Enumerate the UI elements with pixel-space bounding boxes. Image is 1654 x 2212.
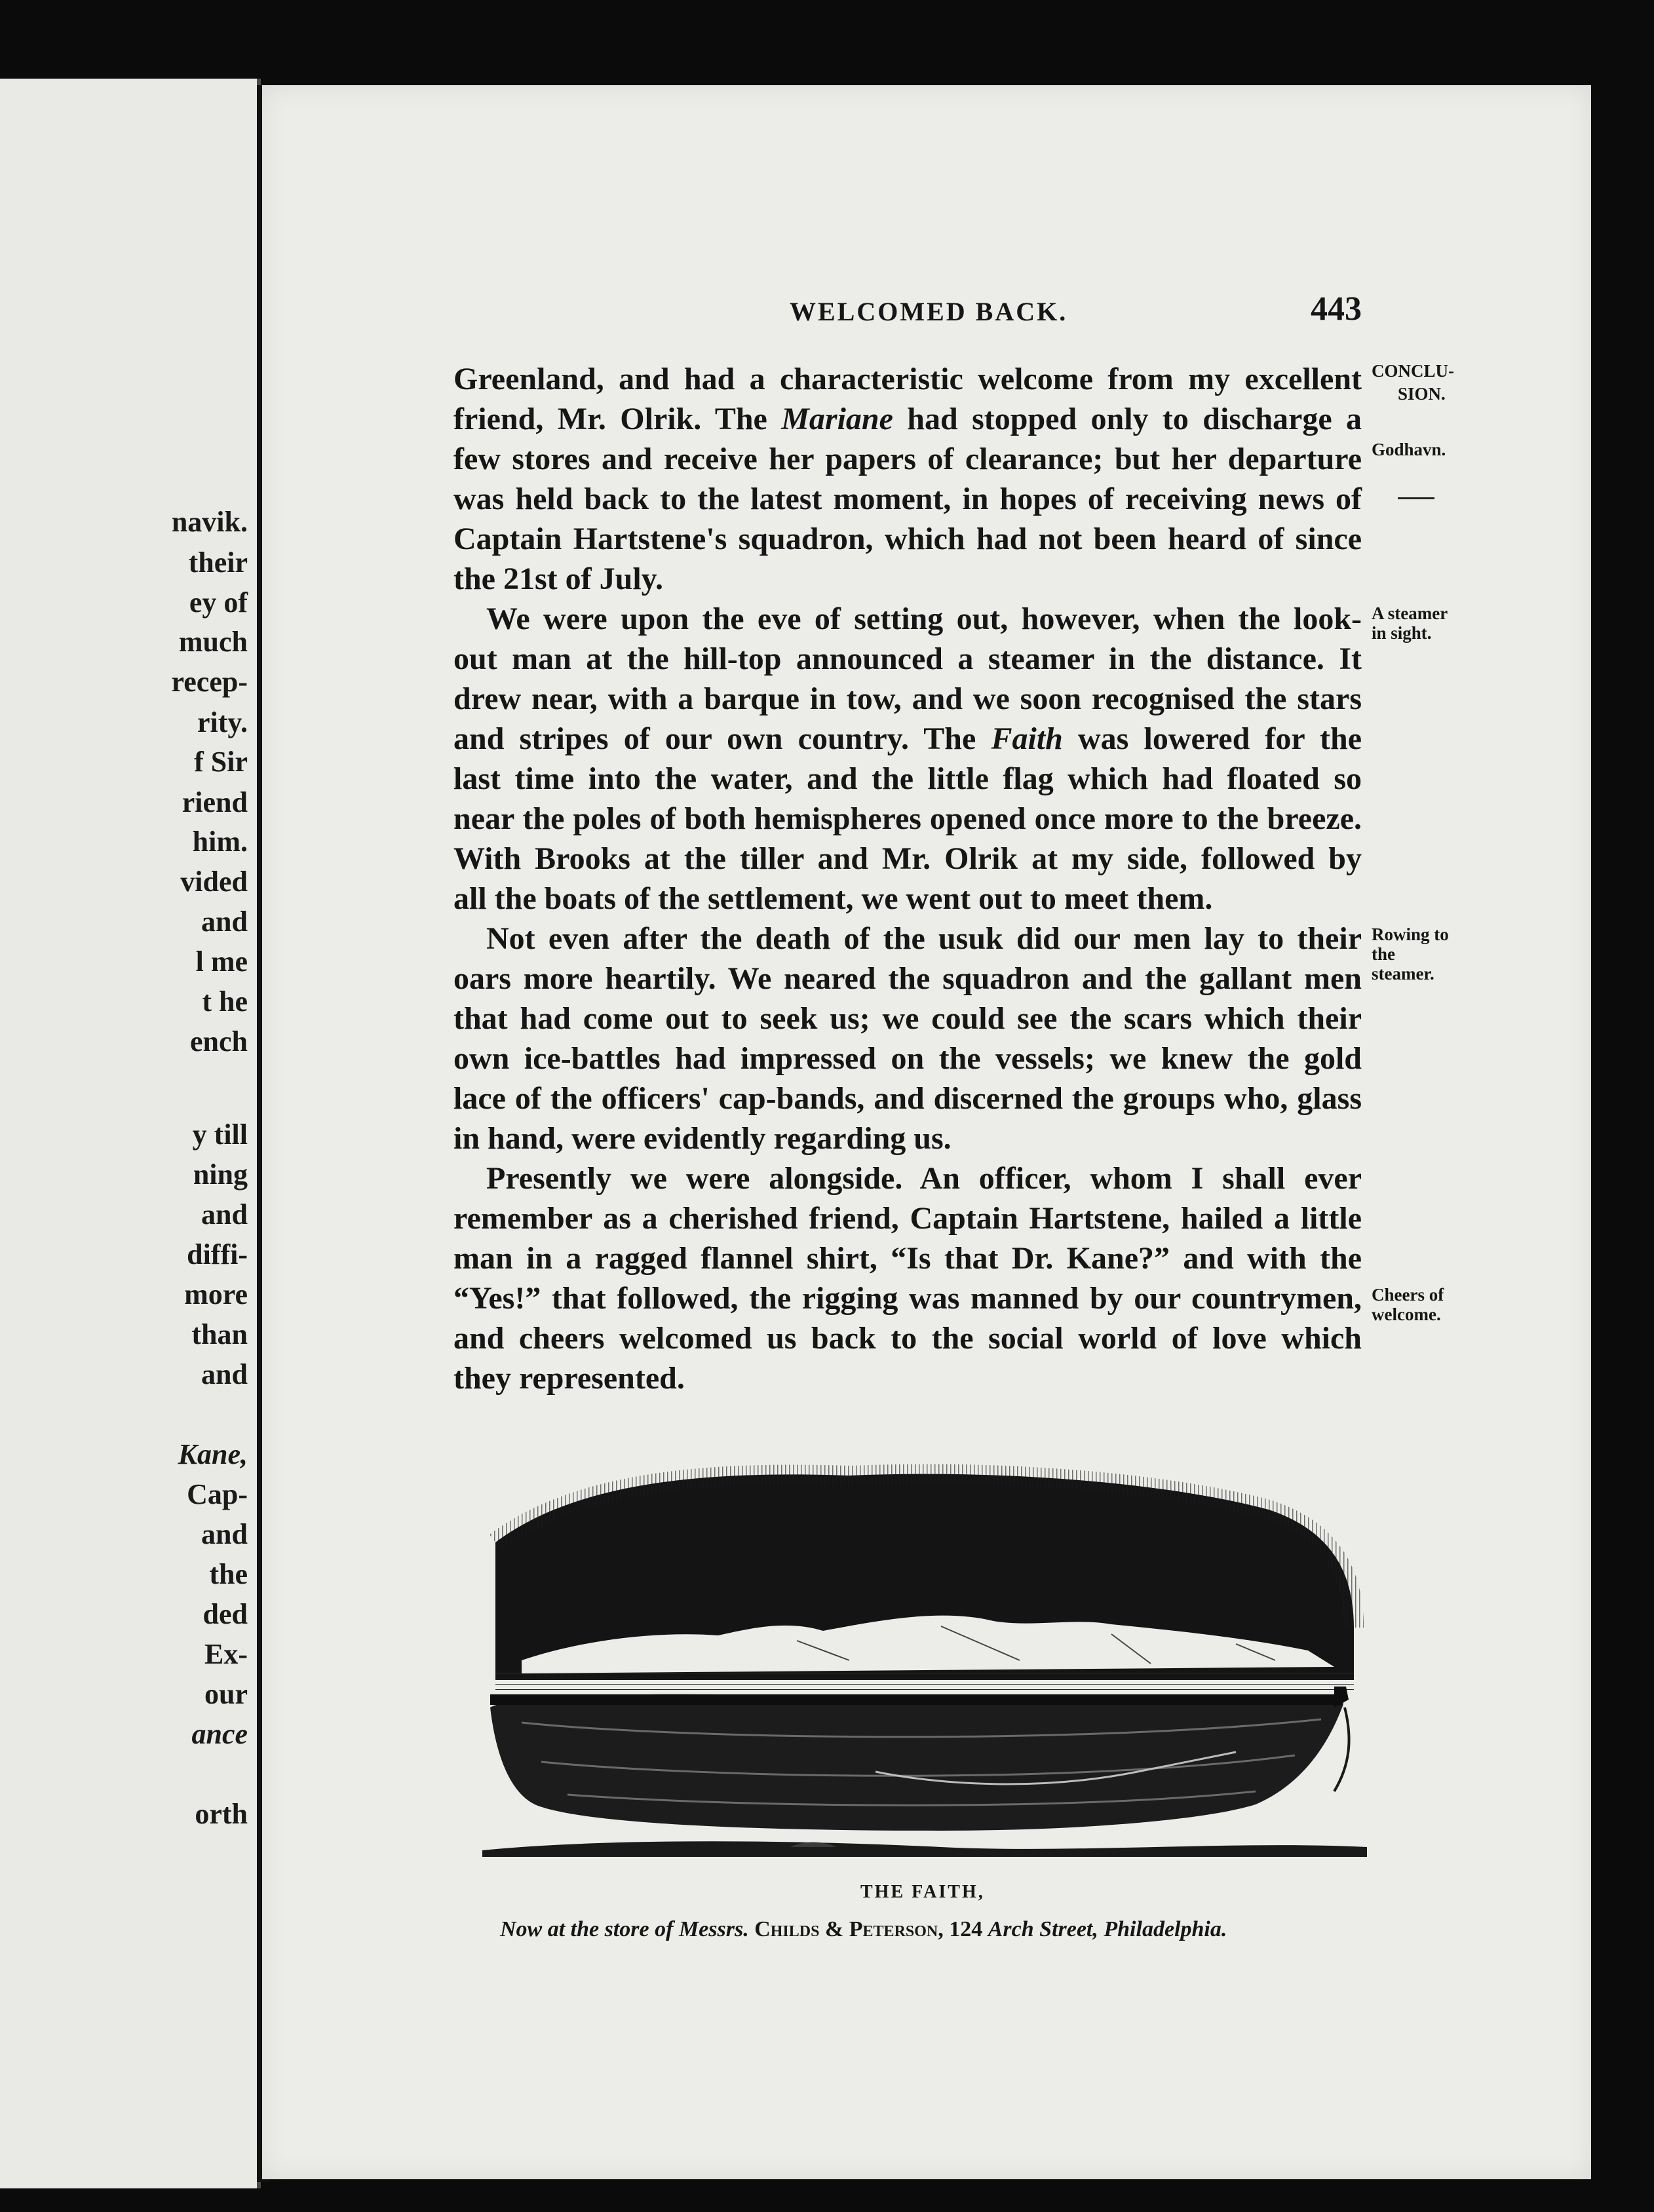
caption-firm: Childs & Peterson: [754, 1917, 938, 1941]
left-page-fragment: f Sir: [194, 746, 248, 778]
text-line: [453, 799, 1362, 839]
margin-note: welcome.: [1372, 1305, 1441, 1324]
margin-note: in sight.: [1372, 623, 1432, 643]
text-span: and stripes of our own country. The: [453, 721, 991, 756]
text-span: man in a ragged flannel shirt, “Is that Dr. Kane?” and with the: [453, 1241, 1362, 1276]
left-page-fragment: rity.: [197, 706, 248, 738]
text-line: [453, 439, 1362, 479]
text-line: [453, 1238, 1362, 1278]
margin-note: CONCLU-: [1372, 361, 1454, 381]
text-span: few stores and receive her papers of clearance; but her departure: [453, 442, 1362, 476]
text-span: the 21st of July.: [453, 562, 664, 596]
left-page-fragment: and: [201, 906, 248, 938]
margin-note-rule: [1398, 497, 1434, 499]
left-page-fragment: recep-: [171, 666, 248, 698]
left-page-fragment: vided: [180, 866, 248, 898]
page-number: 443: [1311, 290, 1362, 328]
caption-mid: , 124: [938, 1917, 988, 1941]
left-page-fragment: than: [191, 1318, 248, 1350]
text-span: and cheers welcomed us back to the social world of love which: [453, 1321, 1362, 1356]
italic-text: Faith: [991, 721, 1063, 756]
left-page-fragment: y till: [192, 1118, 248, 1151]
left-page-fragment: ded: [202, 1598, 248, 1630]
text-span: friend, Mr. Olrik. The: [453, 402, 782, 436]
text-line: [453, 999, 1362, 1039]
left-page-fragment: ning: [193, 1158, 248, 1191]
text-span: oars more heartily. We neared the squadron and the gallant men: [453, 961, 1362, 996]
left-page-fragment: navik.: [171, 506, 248, 538]
left-page-fragment: t he: [202, 985, 248, 1018]
caption-street: Arch Street, Philadelphia.: [988, 1917, 1227, 1941]
left-page-fragment: much: [178, 626, 248, 658]
text-span: was lowered for the: [1062, 721, 1362, 756]
text-line: [486, 1158, 1362, 1198]
text-line: [453, 1118, 1362, 1158]
left-page-fragment: and: [201, 1358, 248, 1390]
book-page: [262, 85, 1591, 2179]
text-span: “Yes!” that followed, the rigging was manned by our countrymen,: [453, 1281, 1362, 1316]
left-page-fragment: Cap-: [187, 1478, 248, 1510]
text-line: [453, 1198, 1362, 1238]
text-span: We were upon the eve of setting out, however, when the look-: [486, 601, 1362, 636]
margin-note: steamer.: [1372, 964, 1434, 983]
left-page-fragment: our: [204, 1678, 248, 1710]
left-page-fragment: l me: [195, 945, 248, 978]
text-span: own ice-battles had impressed on the vessels; we knew the gold: [453, 1041, 1362, 1076]
left-page-fragment: diffi-: [187, 1238, 248, 1270]
left-page-fragment: and: [201, 1518, 248, 1550]
text-span: near the poles of both hemispheres opened once more to the breeze.: [453, 801, 1362, 836]
text-line: [453, 519, 1362, 559]
text-line: [453, 679, 1362, 719]
text-line: [453, 959, 1362, 999]
left-page-fragment: their: [188, 546, 248, 579]
text-span: lace of the officers' cap-bands, and discerned the groups who, glass: [453, 1081, 1362, 1116]
left-page-fragment: orth: [195, 1798, 248, 1830]
left-page: [0, 79, 261, 2188]
illustration-title: THE FAITH,: [860, 1882, 985, 1902]
left-page-fragment: ench: [190, 1025, 248, 1058]
text-line: [453, 1318, 1362, 1358]
text-line: [453, 1078, 1362, 1118]
text-span: Presently we were alongside. An officer, whom I shall ever: [486, 1161, 1362, 1196]
text-span: Not even after the death of the usuk did our men lay to their: [486, 921, 1362, 956]
text-line: [486, 919, 1362, 959]
text-line: [453, 759, 1362, 799]
margin-note: Godhavn.: [1372, 440, 1446, 459]
caption-prefix: Now at the store of Messrs.: [500, 1917, 755, 1941]
left-page-fragment: riend: [182, 786, 248, 818]
text-span: drew near, with a barque in tow, and we soon recognised the stars: [453, 681, 1362, 716]
text-span: that had come out to seek us; we could see the scars which their: [453, 1001, 1362, 1036]
text-line: [453, 1278, 1362, 1318]
text-line: [453, 559, 1362, 599]
left-page-fragment: the: [209, 1558, 248, 1590]
illustration-caption: [500, 1917, 1227, 1942]
left-page-fragment: more: [184, 1278, 248, 1310]
left-page-fragment: ey of: [189, 586, 248, 619]
text-line: [453, 1358, 1362, 1398]
text-span: remember as a cherished friend, Captain Hartstene, hailed a little: [453, 1201, 1362, 1236]
text-line: [453, 399, 1362, 439]
left-page-fragment: Kane,: [178, 1438, 248, 1470]
left-page-fragment: Ex-: [204, 1638, 248, 1670]
margin-note: Cheers of: [1372, 1285, 1444, 1305]
text-span: in hand, were evidently regarding us.: [453, 1121, 952, 1156]
text-line: [453, 719, 1362, 759]
margin-note: SION.: [1398, 384, 1446, 404]
italic-text: Mariane: [781, 402, 893, 436]
margin-note: A steamer: [1372, 603, 1448, 623]
text-span: out man at the hill-top announced a steamer in the distance. It: [453, 641, 1362, 676]
text-line: [486, 599, 1362, 639]
left-page-fragment: him.: [192, 826, 248, 858]
text-span: last time into the water, and the little flag which had floated so: [453, 761, 1362, 796]
boat-engraving-image: [482, 1464, 1367, 1870]
left-page-fragment: and: [201, 1198, 248, 1230]
text-span: With Brooks at the tiller and Mr. Olrik at my side, followed by: [453, 841, 1362, 876]
text-line: [453, 359, 1362, 399]
text-span: they represented.: [453, 1361, 685, 1396]
margin-note: Rowing to: [1372, 925, 1449, 944]
text-line: [453, 639, 1362, 679]
text-span: had stopped only to discharge a: [893, 402, 1362, 436]
text-span: was held back to the latest moment, in hopes of receiving news of: [453, 482, 1362, 516]
text-line: [453, 839, 1362, 879]
margin-note: the: [1372, 944, 1395, 964]
running-head: WELCOMED BACK.: [790, 297, 1068, 326]
text-span: Greenland, and had a characteristic welcome from my excellent: [453, 362, 1362, 396]
text-line: [453, 479, 1362, 519]
text-line: [453, 1039, 1362, 1078]
text-span: Captain Hartstene's squadron, which had not been heard of since: [453, 522, 1362, 556]
text-span: all the boats of the settlement, we went out to meet them.: [453, 881, 1213, 916]
left-page-fragment: ance: [191, 1718, 248, 1750]
text-line: [453, 879, 1362, 919]
